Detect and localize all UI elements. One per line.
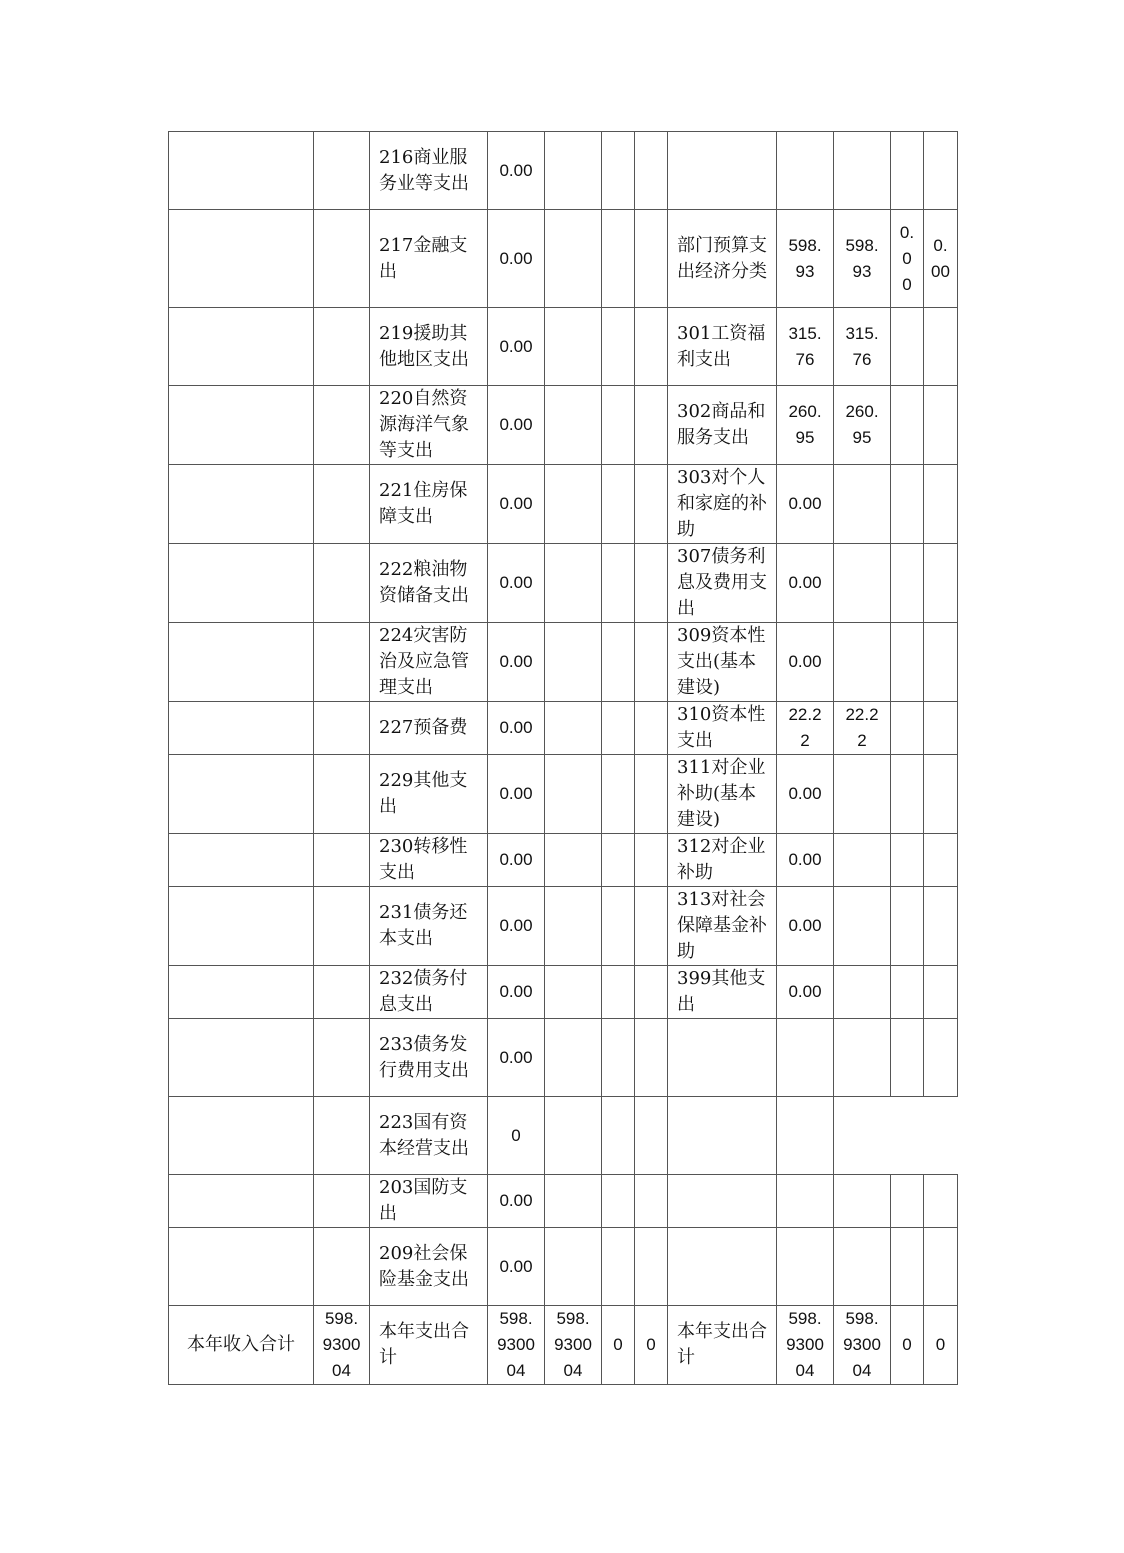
income-item-cell bbox=[169, 623, 314, 702]
income-item-cell bbox=[169, 1175, 314, 1228]
expense-economic-amount: 0.00 bbox=[777, 544, 834, 623]
expense-economic-capital bbox=[924, 966, 958, 1019]
expense-economic-fund bbox=[891, 702, 924, 755]
expense-economic-amount: 0.00 bbox=[777, 834, 834, 887]
expense-function-capital-cell bbox=[635, 465, 668, 544]
expense-function-label: 209社会保险基金支出 bbox=[370, 1228, 488, 1306]
expense-function-general-cell bbox=[545, 544, 602, 623]
expense-economic-capital bbox=[924, 702, 958, 755]
expense-economic-amount: 315.76 bbox=[777, 308, 834, 386]
table-row bbox=[169, 132, 958, 210]
expense-economic-amount bbox=[777, 1097, 834, 1175]
expense-function-capital-cell bbox=[635, 386, 668, 465]
table-row bbox=[169, 755, 958, 834]
budget-table bbox=[168, 131, 958, 1385]
table-row bbox=[169, 887, 958, 966]
expense-function-amount: 0.00 bbox=[488, 132, 545, 210]
expense-economic-amount: 260.95 bbox=[777, 386, 834, 465]
expense-economic-general bbox=[834, 544, 891, 623]
expense-function-fund-cell bbox=[602, 755, 635, 834]
expense-economic-general bbox=[834, 1019, 891, 1097]
expense-economic-label: 309资本性支出(基本建设) bbox=[668, 623, 777, 702]
expense-economic-amount: 598.93 bbox=[777, 210, 834, 308]
expense-economic-general bbox=[834, 887, 891, 966]
expense-economic-capital bbox=[924, 465, 958, 544]
expense-economic-label bbox=[668, 1228, 777, 1306]
expense-function-label: 216商业服务业等支出 bbox=[370, 132, 488, 210]
expense-function-general-cell bbox=[545, 386, 602, 465]
expense-economic-amount bbox=[777, 1175, 834, 1228]
expense-economic-general: 598.93 bbox=[834, 210, 891, 308]
expense-economic-fund bbox=[891, 132, 924, 210]
expense-function-capital-cell bbox=[635, 132, 668, 210]
expense-function-capital-cell bbox=[635, 623, 668, 702]
table-row bbox=[169, 1228, 958, 1306]
expense-economic-amount: 0.00 bbox=[777, 623, 834, 702]
expense-economic-general bbox=[834, 465, 891, 544]
income-item-cell bbox=[169, 834, 314, 887]
expense-economic-general: 22.22 bbox=[834, 702, 891, 755]
table-row bbox=[169, 1019, 958, 1097]
expense-function-amount: 0.00 bbox=[488, 755, 545, 834]
expense-function-capital-cell bbox=[635, 1228, 668, 1306]
table-row bbox=[169, 386, 958, 465]
expense-function-capital-cell bbox=[635, 755, 668, 834]
table-row bbox=[169, 1175, 958, 1228]
expense-function-amount: 0.00 bbox=[488, 966, 545, 1019]
expense-function-label: 227预备费 bbox=[370, 702, 488, 755]
expense-function-fund-cell bbox=[602, 623, 635, 702]
income-item-cell bbox=[169, 755, 314, 834]
expense-function-general-cell bbox=[545, 132, 602, 210]
expense-function-capital-cell bbox=[635, 887, 668, 966]
expense-function-label: 233债务发行费用支出 bbox=[370, 1019, 488, 1097]
income-item-cell bbox=[169, 1097, 314, 1175]
expense-economic-capital bbox=[924, 132, 958, 210]
expense-economic-general bbox=[834, 1228, 891, 1306]
expense-function-fund-cell bbox=[602, 1019, 635, 1097]
expense-function-total-capital: 0 bbox=[635, 1306, 668, 1385]
income-amount-cell bbox=[314, 834, 370, 887]
expense-function-amount: 0.00 bbox=[488, 308, 545, 386]
expense-function-total-fund: 0 bbox=[602, 1306, 635, 1385]
expense-economic-capital: 0.00 bbox=[924, 210, 958, 308]
income-item-cell bbox=[169, 1228, 314, 1306]
income-item-cell bbox=[169, 132, 314, 210]
expense-function-fund-cell bbox=[602, 1175, 635, 1228]
income-amount-cell bbox=[314, 544, 370, 623]
table-row bbox=[169, 308, 958, 386]
income-item-cell bbox=[169, 465, 314, 544]
expense-economic-fund bbox=[891, 308, 924, 386]
expense-economic-capital bbox=[924, 755, 958, 834]
expense-economic-label: 301工资福利支出 bbox=[668, 308, 777, 386]
expense-economic-fund bbox=[891, 465, 924, 544]
expense-economic-capital bbox=[924, 386, 958, 465]
income-item-cell bbox=[169, 210, 314, 308]
expense-economic-general bbox=[834, 834, 891, 887]
table-row bbox=[169, 834, 958, 887]
expense-economic-general bbox=[834, 1175, 891, 1228]
expense-economic-amount bbox=[777, 1019, 834, 1097]
expense-economic-fund bbox=[891, 1175, 924, 1228]
expense-economic-label bbox=[668, 132, 777, 210]
expense-economic-total-label: 本年支出合计 bbox=[668, 1306, 777, 1385]
expense-function-fund-cell bbox=[602, 834, 635, 887]
expense-function-amount: 0.00 bbox=[488, 887, 545, 966]
expense-function-capital-cell bbox=[635, 834, 668, 887]
expense-economic-total-amount: 598.930004 bbox=[777, 1306, 834, 1385]
expense-economic-general: 315.76 bbox=[834, 308, 891, 386]
expense-economic-capital bbox=[924, 308, 958, 386]
expense-function-general-cell bbox=[545, 308, 602, 386]
expense-function-total-general: 598.930004 bbox=[545, 1306, 602, 1385]
expense-function-capital-cell bbox=[635, 702, 668, 755]
expense-economic-label: 302商品和服务支出 bbox=[668, 386, 777, 465]
expense-economic-total-fund: 0 bbox=[891, 1306, 924, 1385]
expense-function-label: 230转移性支出 bbox=[370, 834, 488, 887]
income-amount-cell bbox=[314, 210, 370, 308]
expense-function-general-cell bbox=[545, 1228, 602, 1306]
empty-gap bbox=[834, 1097, 958, 1175]
expense-economic-capital bbox=[924, 1228, 958, 1306]
expense-function-general-cell bbox=[545, 1175, 602, 1228]
expense-economic-total-general: 598.930004 bbox=[834, 1306, 891, 1385]
expense-function-capital-cell bbox=[635, 1019, 668, 1097]
expense-economic-fund bbox=[891, 386, 924, 465]
expense-economic-capital bbox=[924, 887, 958, 966]
expense-function-general-cell bbox=[545, 702, 602, 755]
expense-function-amount: 0.00 bbox=[488, 623, 545, 702]
expense-function-fund-cell bbox=[602, 1228, 635, 1306]
income-item-cell bbox=[169, 1019, 314, 1097]
expense-economic-amount: 0.00 bbox=[777, 887, 834, 966]
expense-economic-label bbox=[668, 1019, 777, 1097]
table-row bbox=[169, 465, 958, 544]
expense-economic-fund bbox=[891, 755, 924, 834]
expense-economic-label bbox=[668, 1097, 777, 1175]
expense-economic-general bbox=[834, 966, 891, 1019]
income-amount-cell bbox=[314, 1097, 370, 1175]
expense-economic-capital bbox=[924, 834, 958, 887]
expense-economic-amount bbox=[777, 1228, 834, 1306]
income-item-cell bbox=[169, 966, 314, 1019]
table-row bbox=[169, 966, 958, 1019]
expense-economic-capital bbox=[924, 544, 958, 623]
expense-function-general-cell bbox=[545, 210, 602, 308]
expense-function-label: 221住房保障支出 bbox=[370, 465, 488, 544]
income-amount-cell bbox=[314, 1019, 370, 1097]
expense-economic-label: 311对企业补助(基本建设) bbox=[668, 755, 777, 834]
income-amount-cell bbox=[314, 465, 370, 544]
expense-function-general-cell bbox=[545, 1097, 602, 1175]
expense-function-fund-cell bbox=[602, 210, 635, 308]
expense-economic-capital bbox=[924, 1019, 958, 1097]
income-item-cell bbox=[169, 887, 314, 966]
income-amount-cell bbox=[314, 966, 370, 1019]
income-total-label: 本年收入合计 bbox=[169, 1306, 314, 1385]
income-amount-cell bbox=[314, 132, 370, 210]
expense-function-general-cell bbox=[545, 966, 602, 1019]
expense-function-amount: 0.00 bbox=[488, 1175, 545, 1228]
expense-economic-amount: 0.00 bbox=[777, 966, 834, 1019]
expense-function-total-amount: 598.930004 bbox=[488, 1306, 545, 1385]
expense-economic-label: 310资本性支出 bbox=[668, 702, 777, 755]
expense-function-capital-cell bbox=[635, 210, 668, 308]
expense-economic-general bbox=[834, 623, 891, 702]
expense-economic-fund bbox=[891, 1228, 924, 1306]
income-item-cell bbox=[169, 544, 314, 623]
income-amount-cell bbox=[314, 755, 370, 834]
expense-function-fund-cell bbox=[602, 887, 635, 966]
expense-function-amount: 0.00 bbox=[488, 386, 545, 465]
expense-function-amount: 0.00 bbox=[488, 210, 545, 308]
income-item-cell bbox=[169, 386, 314, 465]
expense-function-capital-cell bbox=[635, 966, 668, 1019]
expense-function-label: 222粮油物资储备支出 bbox=[370, 544, 488, 623]
expense-function-fund-cell bbox=[602, 966, 635, 1019]
expense-function-amount: 0.00 bbox=[488, 1019, 545, 1097]
expense-economic-fund bbox=[891, 544, 924, 623]
income-amount-cell bbox=[314, 887, 370, 966]
income-amount-cell bbox=[314, 1175, 370, 1228]
expense-economic-label: 399其他支出 bbox=[668, 966, 777, 1019]
expense-economic-fund bbox=[891, 966, 924, 1019]
expense-function-fund-cell bbox=[602, 386, 635, 465]
income-amount-cell bbox=[314, 702, 370, 755]
expense-function-fund-cell bbox=[602, 465, 635, 544]
expense-function-amount: 0 bbox=[488, 1097, 545, 1175]
expense-function-fund-cell bbox=[602, 308, 635, 386]
expense-economic-fund: 0.00 bbox=[891, 210, 924, 308]
expense-economic-amount: 0.00 bbox=[777, 755, 834, 834]
expense-economic-fund bbox=[891, 1019, 924, 1097]
expense-economic-amount: 0.00 bbox=[777, 465, 834, 544]
income-total-amount: 598.930004 bbox=[314, 1306, 370, 1385]
expense-function-capital-cell bbox=[635, 1097, 668, 1175]
expense-economic-label: 313对社会保障基金补助 bbox=[668, 887, 777, 966]
expense-function-label: 229其他支出 bbox=[370, 755, 488, 834]
expense-economic-label bbox=[668, 1175, 777, 1228]
table-row bbox=[169, 623, 958, 702]
expense-function-general-cell bbox=[545, 887, 602, 966]
table-row bbox=[169, 544, 958, 623]
expense-function-fund-cell bbox=[602, 132, 635, 210]
income-amount-cell bbox=[314, 623, 370, 702]
expense-economic-general: 260.95 bbox=[834, 386, 891, 465]
expense-economic-fund bbox=[891, 887, 924, 966]
expense-economic-label: 部门预算支出经济分类 bbox=[668, 210, 777, 308]
expense-function-capital-cell bbox=[635, 544, 668, 623]
table-row bbox=[169, 1097, 958, 1175]
expense-function-amount: 0.00 bbox=[488, 1228, 545, 1306]
expense-function-capital-cell bbox=[635, 1175, 668, 1228]
expense-economic-fund bbox=[891, 623, 924, 702]
expense-economic-general bbox=[834, 755, 891, 834]
expense-function-amount: 0.00 bbox=[488, 465, 545, 544]
expense-function-label: 220自然资源海洋气象等支出 bbox=[370, 386, 488, 465]
expense-function-general-cell bbox=[545, 623, 602, 702]
expense-function-amount: 0.00 bbox=[488, 544, 545, 623]
income-amount-cell bbox=[314, 308, 370, 386]
expense-function-fund-cell bbox=[602, 1097, 635, 1175]
table-row bbox=[169, 702, 958, 755]
expense-economic-label: 312对企业补助 bbox=[668, 834, 777, 887]
expense-economic-amount bbox=[777, 132, 834, 210]
expense-function-label: 231债务还本支出 bbox=[370, 887, 488, 966]
expense-function-general-cell bbox=[545, 1019, 602, 1097]
table-row bbox=[169, 210, 958, 308]
expense-economic-label: 307债务利息及费用支出 bbox=[668, 544, 777, 623]
expense-function-label: 232债务付息支出 bbox=[370, 966, 488, 1019]
expense-function-general-cell bbox=[545, 465, 602, 544]
income-amount-cell bbox=[314, 1228, 370, 1306]
income-item-cell bbox=[169, 308, 314, 386]
expense-function-fund-cell bbox=[602, 702, 635, 755]
expense-economic-fund bbox=[891, 834, 924, 887]
expense-economic-label: 303对个人和家庭的补助 bbox=[668, 465, 777, 544]
expense-function-label: 203国防支出 bbox=[370, 1175, 488, 1228]
total-row bbox=[169, 1306, 958, 1385]
expense-function-capital-cell bbox=[635, 308, 668, 386]
income-item-cell bbox=[169, 702, 314, 755]
expense-economic-capital bbox=[924, 623, 958, 702]
expense-function-label: 224灾害防治及应急管理支出 bbox=[370, 623, 488, 702]
income-amount-cell bbox=[314, 386, 370, 465]
expense-function-amount: 0.00 bbox=[488, 702, 545, 755]
expense-function-label: 217金融支出 bbox=[370, 210, 488, 308]
expense-economic-total-capital: 0 bbox=[924, 1306, 958, 1385]
expense-function-fund-cell bbox=[602, 544, 635, 623]
expense-economic-amount: 22.22 bbox=[777, 702, 834, 755]
expense-function-general-cell bbox=[545, 834, 602, 887]
expense-function-label: 219援助其他地区支出 bbox=[370, 308, 488, 386]
expense-economic-capital bbox=[924, 1175, 958, 1228]
expense-function-amount: 0.00 bbox=[488, 834, 545, 887]
expense-economic-general bbox=[834, 132, 891, 210]
expense-function-general-cell bbox=[545, 755, 602, 834]
expense-function-label: 223国有资本经营支出 bbox=[370, 1097, 488, 1175]
expense-function-total-label: 本年支出合计 bbox=[370, 1306, 488, 1385]
